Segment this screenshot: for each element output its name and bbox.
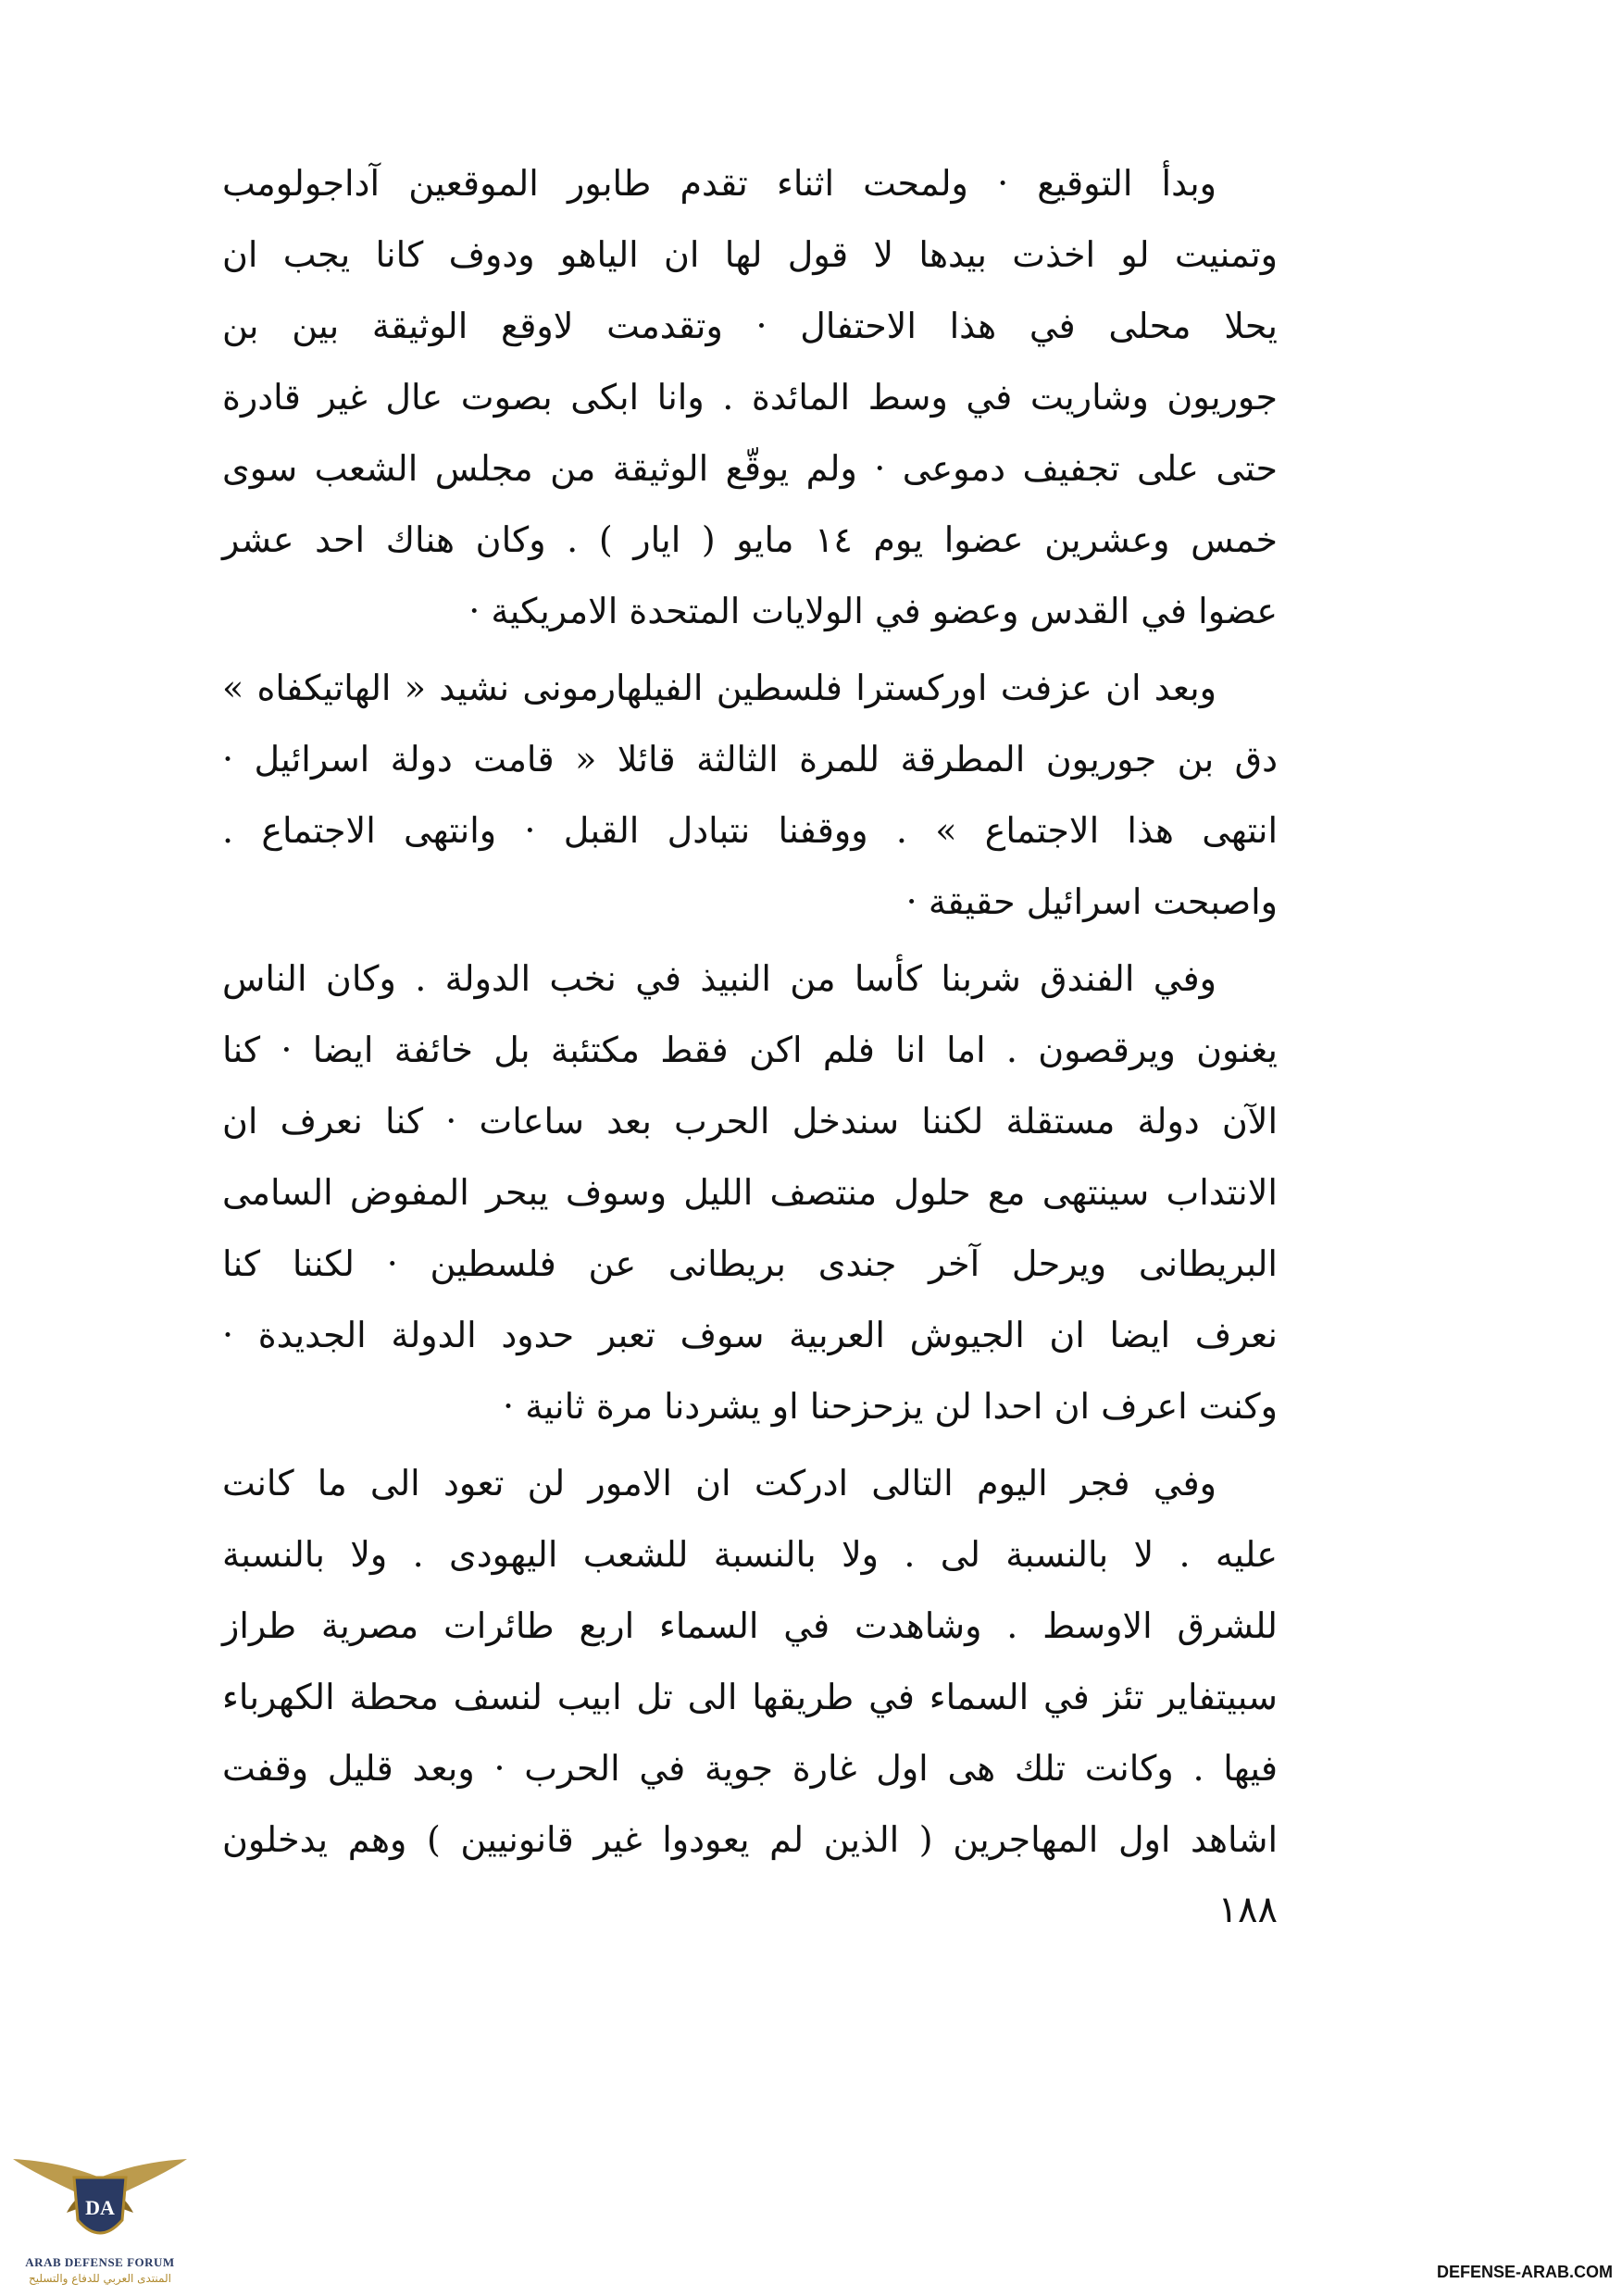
text-line: وبعد ان عزفت اوركسترا فلسطين الفيلهارمونى نشيد « الهاتيكفاه »	[222, 668, 1216, 708]
text-line: البريطانى ويرحل آخر جندى بريطانى عن فلسطين · لكننا كنا	[222, 1243, 1278, 1284]
text-line: دق بن جوريون المطرقة للمرة الثالثة قائلا « قامت دولة اسرائيل ·	[222, 739, 1278, 780]
page-number: ١٨٨	[1217, 1889, 1278, 1931]
text-line: الآن دولة مستقلة لكننا سندخل الحرب بعد ساعات · كنا نعرف ان	[222, 1101, 1278, 1142]
text-line: سبيتفاير تئز في السماء في طريقها الى تل ابيب لنسف محطة الكهرباء	[222, 1677, 1278, 1717]
text-line: وكنت اعرف ان احدا لن يزحزحنا او يشردنا مرة ثانية ·	[503, 1386, 1278, 1427]
eagle-shield-icon	[7, 2157, 193, 2255]
text-line: وفي فجر اليوم التالى ادركت ان الامور لن تعود الى ما كانت	[222, 1463, 1216, 1504]
body-text	[222, 148, 1278, 1881]
paragraph-3	[222, 943, 1278, 1442]
text-line: جوريون وشاريت في وسط المائدة . وانا ابكى بصوت عال غير قادرة	[222, 377, 1278, 418]
site-watermark: DEFENSE-ARAB.COM	[1436, 2263, 1613, 2281]
text-line: يغنون ويرقصون . اما انا فلم اكن فقط مكتئبة بل خائفة ايضا · كنا	[222, 1029, 1278, 1070]
logo-initials: DA	[85, 2196, 115, 2219]
logo-name-ar: المنتدى العربي للدفاع والتسليح	[29, 2272, 171, 2285]
forum-logo	[7, 2157, 193, 2291]
text-line: يحلا محلى في هذا الاحتفال · وتقدمت لاوقع الوثيقة بين بن	[222, 306, 1278, 346]
logo-name-en: ARAB DEFENSE FORUM	[25, 2255, 175, 2269]
text-line: نعرف ايضا ان الجيوش العربية سوف تعبر حدود الدولة الجديدة ·	[222, 1315, 1278, 1355]
text-line: انتهى هذا الاجتماع » . ووقفنا نتبادل القبل · وانتهى الاجتماع .	[222, 810, 1278, 851]
text-line: للشرق الاوسط . وشاهدت في السماء اربع طائرات مصرية طراز	[222, 1605, 1278, 1646]
text-line: اشاهد اول المهاجرين ( الذين لم يعودوا غير قانونيين ) وهم يدخلون	[222, 1819, 1278, 1860]
text-line: عضوا في القدس وعضو في الولايات المتحدة الامريكية ·	[468, 591, 1278, 631]
text-line: فيها . وكانت تلك هى اول غارة جوية في الحرب · وبعد قليل وقفت	[222, 1748, 1278, 1789]
text-line: وفي الفندق شربنا كأسا من النبيذ في نخب الدولة . وكان الناس	[222, 958, 1216, 999]
paragraph-4	[222, 1448, 1278, 1876]
text-line: الانتداب سينتهى مع حلول منتصف الليل وسوف يبحر المفوض السامى	[222, 1172, 1278, 1213]
text-line: وبدأ التوقيع · ولمحت اثناء تقدم طابور الموقعين آداجولومب	[222, 163, 1216, 204]
text-line: خمس وعشرين عضوا يوم ١٤ مايو ( ايار ) . وكان هناك احد عشر	[222, 519, 1278, 560]
text-line: عليه . لا بالنسبة لى . ولا بالنسبة للشعب اليهودى . ولا بالنسبة	[222, 1534, 1278, 1575]
paragraph-1	[222, 148, 1278, 647]
text-line: حتى على تجفيف دموعى · ولم يوقّع الوثيقة من مجلس الشعب سوى	[222, 448, 1278, 489]
paragraph-2	[222, 653, 1278, 938]
text-line: وتمنيت لو اخذت بيدها لا قول لها ان الياهو ودوف كانا يجب ان	[222, 234, 1278, 275]
text-line: واصبحت اسرائيل حقيقة ·	[905, 881, 1278, 922]
